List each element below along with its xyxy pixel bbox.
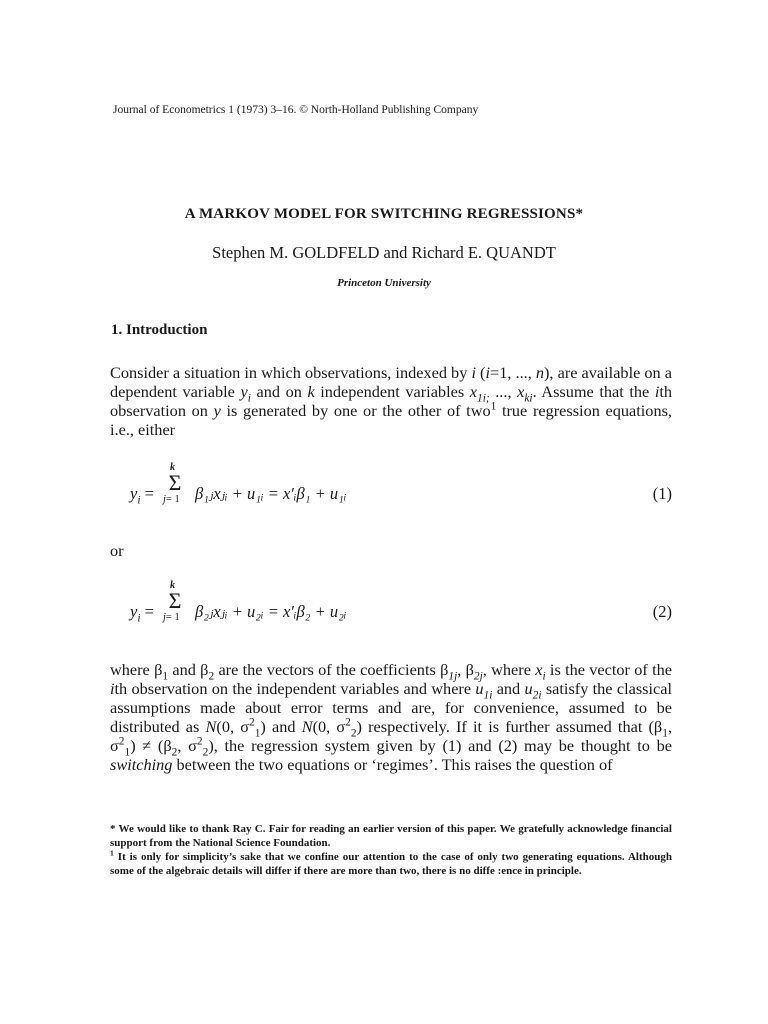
paper-title: A MARKOV MODEL FOR SWITCHING REGRESSIONS* [184, 206, 584, 222]
sum-lower-limit: j= 1 [163, 494, 180, 505]
equation-number: (1) [652, 484, 672, 503]
sum-lower-limit: j= 1 [163, 612, 180, 623]
journal-citation: Journal of Econometrics 1 (1973) 3–16. © North-Holland Publishing Company [113, 104, 479, 116]
connective-word: or [110, 541, 124, 560]
paper-authors: Stephen M. GOLDFELD and Richard E. QUANDT [212, 243, 556, 262]
equation-number: (2) [652, 602, 672, 621]
sum-upper-limit: k [170, 580, 175, 591]
author-affiliation: Princeton University [337, 277, 431, 289]
summation-symbol: Σ [168, 588, 182, 613]
equation-rhs: β₂ⱼxⱼᵢ + u₂ᵢ = x′ᵢβ₂ + u₂ᵢ [195, 602, 347, 621]
equation-rhs: β₁ⱼxⱼᵢ + u₁ᵢ = x′ᵢβ₁ + u₁ᵢ [195, 484, 347, 503]
equation-lhs: $y_i$ = [130, 484, 154, 507]
body-paragraph: where $\beta_1$ and $\beta_2$ are the vectors of the coefficients $\beta_{1j}$, $\beta_{2j}$, where $x_i$ is the vector of the ith observation on the independent variables and where $u_{1i}$ and $u_{2i}$ satisfy the classical assumptions made about error terms and are, for convenience, assumed to be distributed as N(0, $\sigma^2_1$) and N(0, $\sigma^2_2$) respectively. If it is further assumed that ($\beta_1$, $\sigma^2_1) \ne (\beta_2$, $\sigma^2_2$), the regression system given by (1) and (2) may be thought to be switching between the two equations or ‘regimes’. This raises the question of [110, 660, 673, 774]
footnote-marker: 1 [110, 848, 114, 858]
summation-symbol: Σ [168, 470, 182, 495]
equation-lhs: $y_i$ = [130, 602, 154, 625]
equation-2 [130, 580, 672, 640]
footnote-1: $^1$ It is only for simplicity’s sake that we confine our attention to the case of only two generating equations. Although some of the algebraic details will differ if there are more than two, there is no diffe :ence in principle. [110, 848, 672, 877]
intro-paragraph: Consider a situation in which observations, indexed by i (i=1, ..., n), are available on a dependent variable $y_i$ and on k independent variables $x_{1i;}$ ..., $x_{ki}$. Assume that the ith observation on y is generated by one or the other of two$^1$ true regression equations, i.e., either [110, 363, 673, 439]
sum-upper-limit: k [170, 462, 175, 473]
equation-1 [130, 462, 672, 522]
footnote-acknowledgment: * We would like to thank Ray C. Fair for reading an earlier version of this paper. We gratefully acknowledge financial support from the National Science Foundation. [110, 823, 672, 849]
section-heading: 1. Introduction [111, 322, 208, 338]
footnote-ref: 1 [490, 400, 497, 413]
